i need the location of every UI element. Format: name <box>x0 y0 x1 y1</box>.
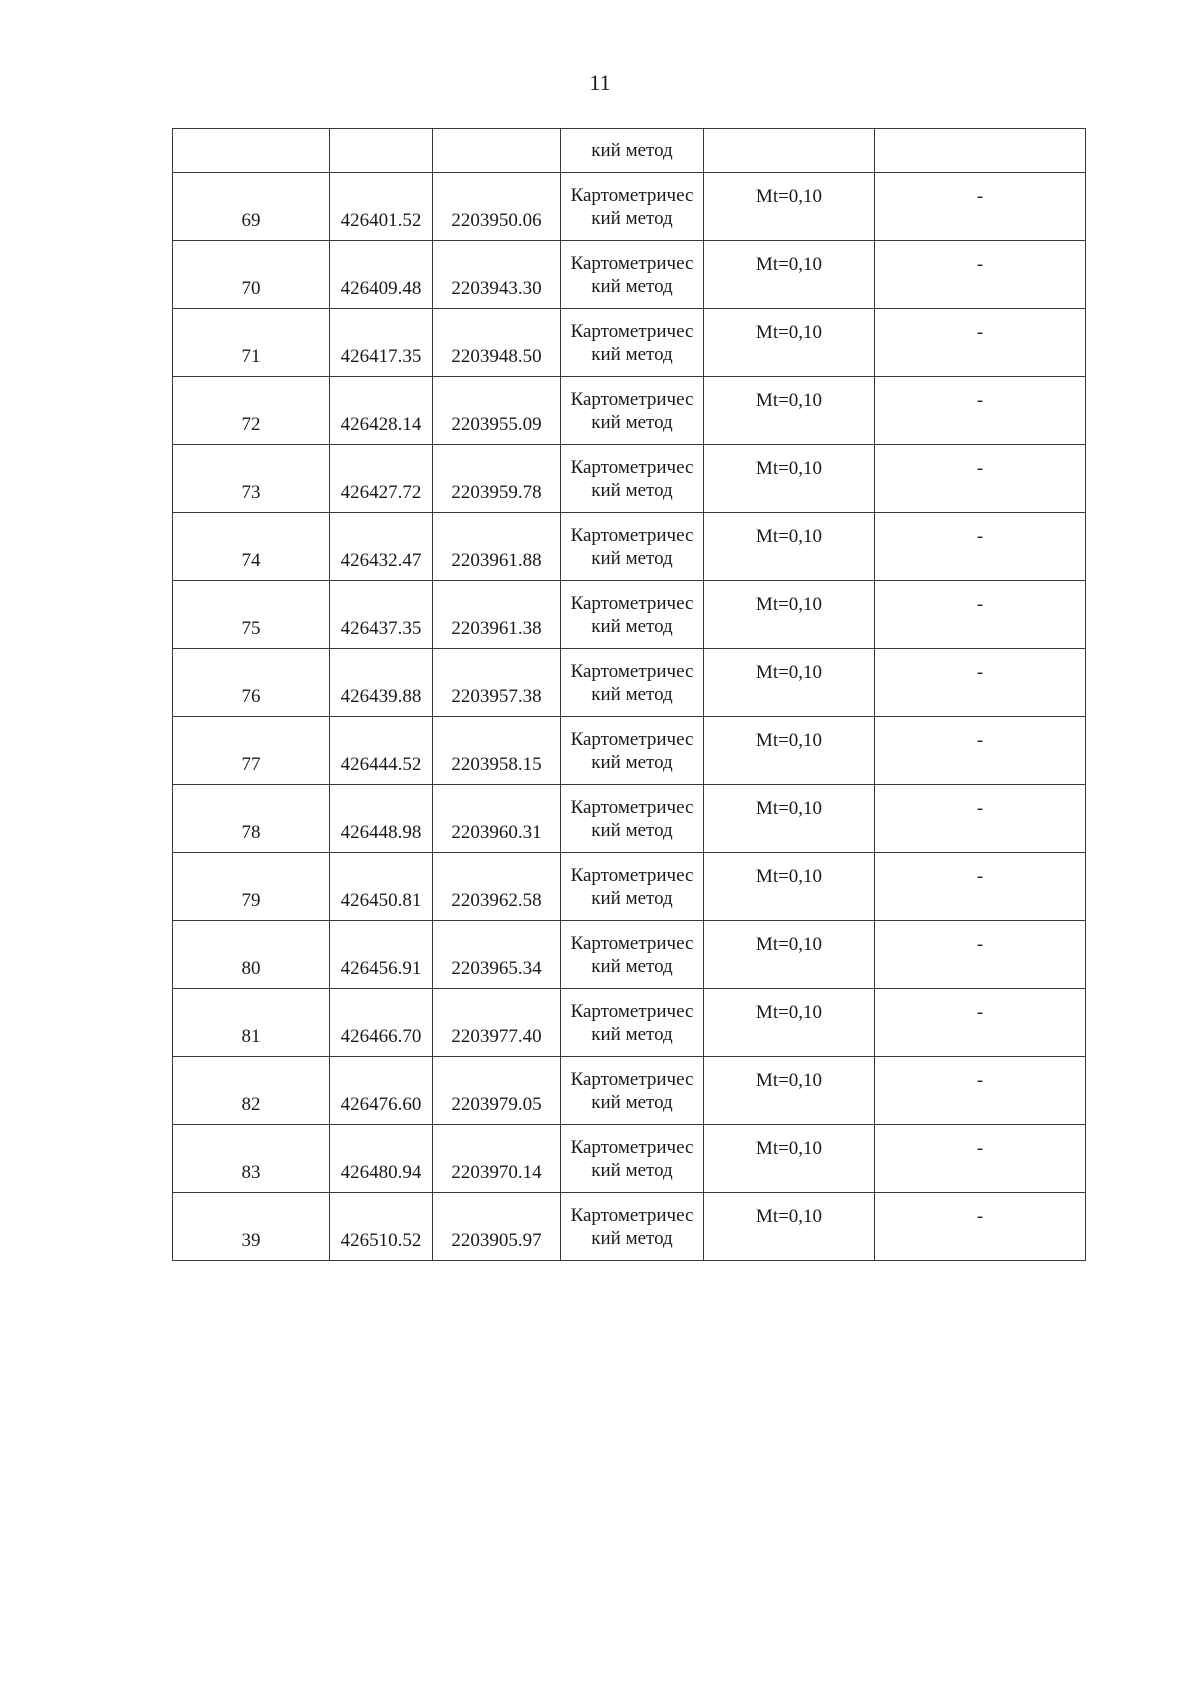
cell-method <box>561 785 704 853</box>
cell-accuracy <box>704 129 875 173</box>
cell-point <box>173 309 330 377</box>
x-coordinate: 426510.52 <box>340 1230 422 1251</box>
method-line-2: кий метод <box>591 344 673 365</box>
method-line-1: Картометричес <box>570 389 694 410</box>
cell-accuracy <box>704 309 875 377</box>
cell-note <box>875 785 1086 853</box>
point-number: 71 <box>241 346 261 367</box>
cell-note <box>875 921 1086 989</box>
table-body <box>173 129 1086 1261</box>
cell-note <box>875 129 1086 173</box>
cell-x <box>330 309 433 377</box>
method-line-1: Картометричес <box>570 525 694 546</box>
table-row <box>173 989 1086 1057</box>
note-value: - <box>976 526 984 547</box>
accuracy-value: Mt=0,10 <box>755 1206 823 1227</box>
cell-method <box>561 377 704 445</box>
method-line-2: кий метод <box>591 548 673 569</box>
cell-y <box>433 1193 561 1261</box>
x-coordinate: 426427.72 <box>340 482 422 503</box>
table-row <box>173 1057 1086 1125</box>
note-value: - <box>976 730 984 751</box>
method-line-2: кий метод <box>591 412 673 433</box>
y-coordinate: 2203979.05 <box>451 1094 542 1115</box>
method-line-1: Картометричес <box>570 321 694 342</box>
cell-x <box>330 853 433 921</box>
y-coordinate: 2203970.14 <box>451 1162 542 1183</box>
method-line-1: Картометричес <box>570 253 694 274</box>
point-number: 76 <box>241 686 261 707</box>
accuracy-value: Mt=0,10 <box>755 390 823 411</box>
accuracy-value: Mt=0,10 <box>755 730 823 751</box>
cell-accuracy <box>704 989 875 1057</box>
accuracy-value: Mt=0,10 <box>755 1138 823 1159</box>
cell-point <box>173 785 330 853</box>
table-row <box>173 309 1086 377</box>
cell-accuracy <box>704 649 875 717</box>
cell-note <box>875 513 1086 581</box>
cell-accuracy <box>704 1125 875 1193</box>
accuracy-value: Mt=0,10 <box>755 186 823 207</box>
cell-y <box>433 377 561 445</box>
x-coordinate: 426432.47 <box>340 550 422 571</box>
cell-note <box>875 853 1086 921</box>
cell-y <box>433 853 561 921</box>
note-value: - <box>976 934 984 955</box>
method-line-1: Картометричес <box>570 1069 694 1090</box>
method-line-2: кий метод <box>591 276 673 297</box>
table-row <box>173 785 1086 853</box>
cell-y <box>433 1057 561 1125</box>
method-line-1: Картометричес <box>570 1001 694 1022</box>
cell-point <box>173 853 330 921</box>
coordinates-table <box>172 128 1086 1261</box>
cell-method <box>561 921 704 989</box>
point-number: 69 <box>241 210 261 231</box>
y-coordinate: 2203959.78 <box>451 482 542 503</box>
accuracy-value: Mt=0,10 <box>755 526 823 547</box>
cell-y <box>433 581 561 649</box>
y-coordinate: 2203961.38 <box>451 618 542 639</box>
method-line-2: кий метод <box>591 684 673 705</box>
table-row <box>173 1125 1086 1193</box>
x-coordinate: 426417.35 <box>340 346 422 367</box>
cell-point <box>173 989 330 1057</box>
cell-accuracy <box>704 445 875 513</box>
accuracy-value: Mt=0,10 <box>755 798 823 819</box>
accuracy-value: Mt=0,10 <box>755 934 823 955</box>
cell-point <box>173 1125 330 1193</box>
y-coordinate: 2203977.40 <box>451 1026 542 1047</box>
cell-note <box>875 1125 1086 1193</box>
table-row <box>173 445 1086 513</box>
cell-x <box>330 173 433 241</box>
cell-point <box>173 377 330 445</box>
point-number: 82 <box>241 1094 261 1115</box>
cell-method <box>561 989 704 1057</box>
cell-note <box>875 309 1086 377</box>
table-row <box>173 581 1086 649</box>
y-coordinate: 2203960.31 <box>451 822 542 843</box>
cell-x <box>330 649 433 717</box>
accuracy-value: Mt=0,10 <box>755 1070 823 1091</box>
y-coordinate: 2203958.15 <box>451 754 542 775</box>
cell-method <box>561 649 704 717</box>
point-number: 78 <box>241 822 261 843</box>
method-line-1: Картометричес <box>570 593 694 614</box>
note-value: - <box>976 798 984 819</box>
cell-note <box>875 989 1086 1057</box>
cell-note <box>875 649 1086 717</box>
method-line-2: кий метод <box>591 1228 673 1249</box>
cell-y <box>433 989 561 1057</box>
y-coordinate: 2203961.88 <box>451 550 542 571</box>
cell-accuracy <box>704 1057 875 1125</box>
cell-accuracy <box>704 173 875 241</box>
cell-x <box>330 129 433 173</box>
method-line-1: Картометричес <box>570 865 694 886</box>
cell-y <box>433 129 561 173</box>
cell-accuracy <box>704 921 875 989</box>
cell-y <box>433 309 561 377</box>
cell-x <box>330 785 433 853</box>
note-value: - <box>976 322 984 343</box>
cell-point <box>173 649 330 717</box>
cell-note <box>875 717 1086 785</box>
x-coordinate: 426466.70 <box>340 1026 422 1047</box>
accuracy-value: Mt=0,10 <box>755 866 823 887</box>
method-line-2: кий метод <box>591 480 673 501</box>
note-value: - <box>976 390 984 411</box>
x-coordinate: 426480.94 <box>340 1162 422 1183</box>
cell-y <box>433 173 561 241</box>
method-line-1: Картометричес <box>570 1137 694 1158</box>
cell-note <box>875 377 1086 445</box>
cell-x <box>330 989 433 1057</box>
cell-point <box>173 513 330 581</box>
x-coordinate: 426476.60 <box>340 1094 422 1115</box>
cell-note <box>875 1057 1086 1125</box>
cell-accuracy <box>704 785 875 853</box>
cell-note <box>875 581 1086 649</box>
note-value: - <box>976 1002 984 1023</box>
point-number: 72 <box>241 414 261 435</box>
table-row <box>173 241 1086 309</box>
table-row <box>173 649 1086 717</box>
y-coordinate: 2203965.34 <box>451 958 542 979</box>
point-number: 74 <box>241 550 261 571</box>
table-row <box>173 717 1086 785</box>
point-number: 81 <box>241 1026 261 1047</box>
continuation-row <box>173 129 1086 173</box>
table-row <box>173 173 1086 241</box>
cell-x <box>330 1193 433 1261</box>
cell-note <box>875 241 1086 309</box>
table-row <box>173 1193 1086 1261</box>
accuracy-value: Mt=0,10 <box>755 458 823 479</box>
point-number: 79 <box>241 890 261 911</box>
cell-x <box>330 581 433 649</box>
cell-y <box>433 445 561 513</box>
x-coordinate: 426437.35 <box>340 618 422 639</box>
cell-method <box>561 581 704 649</box>
x-coordinate: 426456.91 <box>340 958 422 979</box>
method-line-1: Картометричес <box>570 661 694 682</box>
note-value: - <box>976 866 984 887</box>
cell-accuracy <box>704 1193 875 1261</box>
cell-method <box>561 1193 704 1261</box>
table-row <box>173 853 1086 921</box>
note-value: - <box>976 458 984 479</box>
cell-method <box>561 717 704 785</box>
cell-method <box>561 513 704 581</box>
method-line-2: кий метод <box>591 888 673 909</box>
cell-accuracy <box>704 513 875 581</box>
point-number: 73 <box>241 482 261 503</box>
cell-method <box>561 853 704 921</box>
cell-point <box>173 921 330 989</box>
point-number: 83 <box>241 1162 261 1183</box>
method-tail: кий метод <box>591 140 673 161</box>
cell-method <box>561 1125 704 1193</box>
cell-accuracy <box>704 853 875 921</box>
table-row <box>173 377 1086 445</box>
note-value: - <box>976 662 984 683</box>
cell-y <box>433 241 561 309</box>
method-line-2: кий метод <box>591 820 673 841</box>
method-line-2: кий метод <box>591 1160 673 1181</box>
cell-point <box>173 581 330 649</box>
y-coordinate: 2203905.97 <box>451 1230 542 1251</box>
accuracy-value: Mt=0,10 <box>755 254 823 275</box>
method-line-1: Картометричес <box>570 797 694 818</box>
cell-method <box>561 241 704 309</box>
cell-point <box>173 445 330 513</box>
method-line-1: Картометричес <box>570 1205 694 1226</box>
note-value: - <box>976 1138 984 1159</box>
cell-x <box>330 717 433 785</box>
note-value: - <box>976 1206 984 1227</box>
x-coordinate: 426401.52 <box>340 210 422 231</box>
cell-x <box>330 1125 433 1193</box>
x-coordinate: 426444.52 <box>340 754 422 775</box>
method-line-1: Картометричес <box>570 729 694 750</box>
point-number: 39 <box>241 1230 261 1251</box>
point-number: 77 <box>241 754 261 775</box>
method-line-2: кий метод <box>591 1092 673 1113</box>
accuracy-value: Mt=0,10 <box>755 1002 823 1023</box>
y-coordinate: 2203957.38 <box>451 686 542 707</box>
method-line-1: Картометричес <box>570 185 694 206</box>
x-coordinate: 426428.14 <box>340 414 422 435</box>
cell-x <box>330 1057 433 1125</box>
cell-x <box>330 377 433 445</box>
x-coordinate: 426409.48 <box>340 278 422 299</box>
cell-y <box>433 649 561 717</box>
method-line-1: Картометричес <box>570 933 694 954</box>
cell-point <box>173 241 330 309</box>
cell-method <box>561 1057 704 1125</box>
method-line-2: кий метод <box>591 752 673 773</box>
note-value: - <box>976 254 984 275</box>
y-coordinate: 2203955.09 <box>451 414 542 435</box>
table-row <box>173 513 1086 581</box>
cell-point <box>173 129 330 173</box>
cell-accuracy <box>704 241 875 309</box>
cell-x <box>330 445 433 513</box>
method-line-2: кий метод <box>591 1024 673 1045</box>
cell-x <box>330 513 433 581</box>
page-number: 11 <box>589 70 611 95</box>
point-number: 75 <box>241 618 261 639</box>
cell-point <box>173 1057 330 1125</box>
x-coordinate: 426439.88 <box>340 686 422 707</box>
method-line-2: кий метод <box>591 956 673 977</box>
y-coordinate: 2203950.06 <box>451 210 542 231</box>
cell-y <box>433 1125 561 1193</box>
cell-method <box>561 445 704 513</box>
y-coordinate: 2203962.58 <box>451 890 542 911</box>
cell-x <box>330 241 433 309</box>
x-coordinate: 426450.81 <box>340 890 422 911</box>
cell-note <box>875 173 1086 241</box>
cell-note <box>875 445 1086 513</box>
x-coordinate: 426448.98 <box>340 822 422 843</box>
point-number: 80 <box>241 958 261 979</box>
note-value: - <box>976 594 984 615</box>
cell-method <box>561 173 704 241</box>
method-line-1: Картометричес <box>570 457 694 478</box>
cell-point <box>173 1193 330 1261</box>
cell-y <box>433 717 561 785</box>
cell-y <box>433 513 561 581</box>
y-coordinate: 2203943.30 <box>451 278 542 299</box>
accuracy-value: Mt=0,10 <box>755 594 823 615</box>
note-value: - <box>976 1070 984 1091</box>
cell-y <box>433 785 561 853</box>
cell-accuracy <box>704 377 875 445</box>
cell-x <box>330 921 433 989</box>
cell-accuracy <box>704 717 875 785</box>
cell-method <box>561 129 704 173</box>
point-number: 70 <box>241 278 261 299</box>
cell-note <box>875 1193 1086 1261</box>
table-row <box>173 921 1086 989</box>
cell-point <box>173 173 330 241</box>
method-line-2: кий метод <box>591 208 673 229</box>
accuracy-value: Mt=0,10 <box>755 662 823 683</box>
cell-method <box>561 309 704 377</box>
accuracy-value: Mt=0,10 <box>755 322 823 343</box>
method-line-2: кий метод <box>591 616 673 637</box>
cell-y <box>433 921 561 989</box>
cell-accuracy <box>704 581 875 649</box>
note-value: - <box>976 186 984 207</box>
cell-point <box>173 717 330 785</box>
y-coordinate: 2203948.50 <box>451 346 542 367</box>
